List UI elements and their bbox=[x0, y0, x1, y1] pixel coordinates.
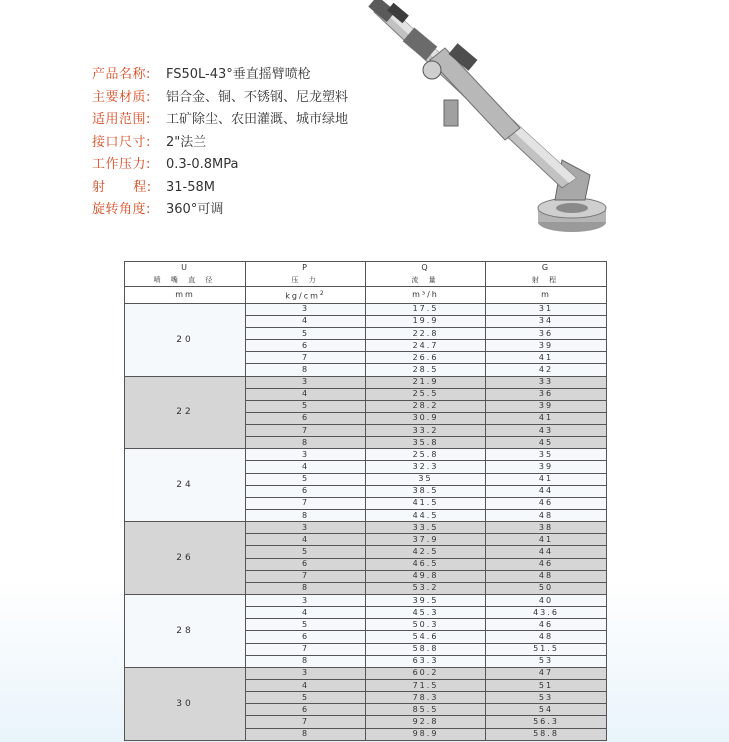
header-unit: mm bbox=[125, 287, 246, 304]
flow-cell: 28.5 bbox=[366, 364, 486, 376]
spec-row-range bbox=[92, 177, 348, 200]
flow-cell: 22.8 bbox=[366, 327, 486, 339]
pressure-cell: 5 bbox=[246, 473, 366, 485]
flow-cell: 39.5 bbox=[366, 595, 486, 607]
spec-label: 产品名称: bbox=[92, 67, 151, 82]
spec-row-material bbox=[92, 87, 348, 110]
flow-cell: 41.5 bbox=[366, 497, 486, 509]
header-name-row bbox=[125, 274, 607, 287]
range-cell: 39 bbox=[486, 400, 607, 412]
pressure-cell: 6 bbox=[246, 558, 366, 570]
pressure-cell: 7 bbox=[246, 425, 366, 437]
flow-cell: 37.9 bbox=[366, 534, 486, 546]
flow-cell: 26.6 bbox=[366, 352, 486, 364]
spec-value: 31-58M bbox=[166, 179, 215, 195]
spec-label: 射 程: bbox=[92, 179, 152, 195]
range-cell: 40 bbox=[486, 595, 607, 607]
pressure-cell: 4 bbox=[246, 388, 366, 400]
spec-value: FS50L-43°垂直摇臂喷枪 bbox=[166, 67, 311, 82]
table-row bbox=[125, 522, 607, 534]
sprinkler-gun-image bbox=[340, 0, 640, 245]
pressure-cell: 8 bbox=[246, 437, 366, 449]
pressure-cell: 3 bbox=[246, 667, 366, 679]
flow-cell: 63.3 bbox=[366, 655, 486, 667]
pressure-cell: 8 bbox=[246, 655, 366, 667]
range-cell: 45 bbox=[486, 437, 607, 449]
pressure-cell: 8 bbox=[246, 582, 366, 594]
pressure-cell: 3 bbox=[246, 303, 366, 315]
pressure-cell: 4 bbox=[246, 607, 366, 619]
range-cell: 47 bbox=[486, 667, 607, 679]
spec-row-application bbox=[92, 109, 348, 132]
flow-cell: 38.5 bbox=[366, 485, 486, 497]
pressure-cell: 8 bbox=[246, 728, 366, 740]
range-cell: 53 bbox=[486, 692, 607, 704]
header-code: P bbox=[246, 262, 366, 275]
spec-label: 工作压力: bbox=[92, 157, 151, 172]
header-unit bbox=[246, 287, 366, 304]
flow-cell: 78.3 bbox=[366, 692, 486, 704]
flow-cell: 33.5 bbox=[366, 522, 486, 534]
pressure-cell: 4 bbox=[246, 534, 366, 546]
flow-cell: 25.8 bbox=[366, 449, 486, 461]
header-code: U bbox=[125, 262, 246, 275]
pressure-cell: 7 bbox=[246, 352, 366, 364]
flow-cell: 33.2 bbox=[366, 425, 486, 437]
range-cell: 44 bbox=[486, 485, 607, 497]
pressure-cell: 7 bbox=[246, 570, 366, 582]
flow-cell: 25.5 bbox=[366, 388, 486, 400]
range-cell: 39 bbox=[486, 461, 607, 473]
range-cell: 34 bbox=[486, 315, 607, 327]
nozzle-diameter-cell: 22 bbox=[125, 376, 246, 449]
pressure-cell: 5 bbox=[246, 692, 366, 704]
table-body bbox=[125, 303, 607, 740]
range-cell: 41 bbox=[486, 352, 607, 364]
flow-cell: 58.8 bbox=[366, 643, 486, 655]
flow-cell: 54.6 bbox=[366, 631, 486, 643]
range-cell: 35 bbox=[486, 449, 607, 461]
range-cell: 56.3 bbox=[486, 716, 607, 728]
nozzle-diameter-cell: 28 bbox=[125, 595, 246, 668]
pressure-cell: 6 bbox=[246, 412, 366, 424]
pressure-cell: 3 bbox=[246, 376, 366, 388]
pressure-cell: 8 bbox=[246, 364, 366, 376]
pressure-cell: 3 bbox=[246, 449, 366, 461]
header-code: G bbox=[486, 262, 607, 275]
flow-cell: 44.5 bbox=[366, 510, 486, 522]
pressure-cell: 8 bbox=[246, 510, 366, 522]
spec-row-interface-size bbox=[92, 132, 348, 155]
range-cell: 33 bbox=[486, 376, 607, 388]
range-cell: 48 bbox=[486, 510, 607, 522]
range-cell: 51 bbox=[486, 680, 607, 692]
flow-cell: 98.9 bbox=[366, 728, 486, 740]
range-cell: 31 bbox=[486, 303, 607, 315]
flow-cell: 46.5 bbox=[366, 558, 486, 570]
nozzle-diameter-cell: 20 bbox=[125, 303, 246, 376]
flow-cell: 42.5 bbox=[366, 546, 486, 558]
table-row bbox=[125, 595, 607, 607]
range-cell: 42 bbox=[486, 364, 607, 376]
range-cell: 39 bbox=[486, 340, 607, 352]
spec-label: 主要材质: bbox=[92, 89, 151, 105]
range-cell: 46 bbox=[486, 497, 607, 509]
pressure-cell: 7 bbox=[246, 497, 366, 509]
header-name: 压 力 bbox=[246, 274, 366, 287]
pressure-cell: 5 bbox=[246, 400, 366, 412]
range-cell: 48 bbox=[486, 570, 607, 582]
nozzle-diameter-cell: 26 bbox=[125, 522, 246, 595]
range-cell: 46 bbox=[486, 558, 607, 570]
pressure-cell: 6 bbox=[246, 704, 366, 716]
spec-value: 铝合金、铜、不锈钢、尼龙塑料 bbox=[166, 89, 349, 105]
spec-label: 适用范围: bbox=[92, 112, 151, 127]
pressure-cell: 4 bbox=[246, 315, 366, 327]
range-cell: 54 bbox=[486, 704, 607, 716]
flow-cell: 85.5 bbox=[366, 704, 486, 716]
range-cell: 41 bbox=[486, 412, 607, 424]
pressure-cell: 5 bbox=[246, 327, 366, 339]
range-cell: 43.6 bbox=[486, 607, 607, 619]
range-cell: 41 bbox=[486, 534, 607, 546]
header-code-row bbox=[125, 262, 607, 275]
header-unit-row bbox=[125, 287, 607, 304]
spec-row-pressure bbox=[92, 154, 348, 177]
pressure-cell: 4 bbox=[246, 461, 366, 473]
range-cell: 43 bbox=[486, 425, 607, 437]
header-name: 流 量 bbox=[366, 274, 486, 287]
range-cell: 58.8 bbox=[486, 728, 607, 740]
range-cell: 36 bbox=[486, 327, 607, 339]
pressure-cell: 5 bbox=[246, 619, 366, 631]
flow-cell: 21.9 bbox=[366, 376, 486, 388]
range-cell: 36 bbox=[486, 388, 607, 400]
range-cell: 50 bbox=[486, 582, 607, 594]
flow-cell: 45.3 bbox=[366, 607, 486, 619]
spec-row-rotation bbox=[92, 199, 348, 222]
table-row bbox=[125, 449, 607, 461]
pressure-cell: 3 bbox=[246, 595, 366, 607]
unit-text: kg/cm bbox=[285, 291, 320, 301]
spec-row-product-name bbox=[92, 64, 348, 87]
range-cell: 51.5 bbox=[486, 643, 607, 655]
flow-cell: 71.5 bbox=[366, 680, 486, 692]
spec-label: 接口尺寸: bbox=[92, 134, 151, 150]
header-name: 喷 嘴 直 径 bbox=[125, 274, 246, 287]
table-row bbox=[125, 303, 607, 315]
flow-cell: 50.3 bbox=[366, 619, 486, 631]
pressure-cell: 6 bbox=[246, 485, 366, 497]
flow-cell: 60.2 bbox=[366, 667, 486, 679]
flow-cell: 28.2 bbox=[366, 400, 486, 412]
flow-cell: 30.9 bbox=[366, 412, 486, 424]
flow-cell: 19.9 bbox=[366, 315, 486, 327]
unit-superscript: 2 bbox=[319, 290, 326, 297]
pressure-cell: 4 bbox=[246, 680, 366, 692]
spec-value: 工矿除尘、农田灌溉、城市绿地 bbox=[166, 112, 349, 127]
flow-cell: 53.2 bbox=[366, 582, 486, 594]
table-row bbox=[125, 667, 607, 679]
flow-cell: 92.8 bbox=[366, 716, 486, 728]
range-cell: 48 bbox=[486, 631, 607, 643]
performance-table-wrapper bbox=[124, 261, 606, 741]
table-row bbox=[125, 376, 607, 388]
range-cell: 46 bbox=[486, 619, 607, 631]
spec-value: 2"法兰 bbox=[166, 134, 207, 150]
flow-cell: 32.3 bbox=[366, 461, 486, 473]
flow-cell: 17.5 bbox=[366, 303, 486, 315]
header-unit: m³/h bbox=[366, 287, 486, 304]
pressure-cell: 7 bbox=[246, 716, 366, 728]
pressure-cell: 6 bbox=[246, 631, 366, 643]
range-cell: 44 bbox=[486, 546, 607, 558]
spec-value: 0.3-0.8MPa bbox=[166, 157, 239, 172]
spec-value: 360°可调 bbox=[166, 202, 224, 217]
flow-cell: 49.8 bbox=[366, 570, 486, 582]
nozzle-diameter-cell: 30 bbox=[125, 667, 246, 740]
flow-cell: 24.7 bbox=[366, 340, 486, 352]
spec-list bbox=[92, 64, 348, 222]
header-code: Q bbox=[366, 262, 486, 275]
flow-cell: 35 bbox=[366, 473, 486, 485]
spec-label: 旋转角度: bbox=[92, 202, 151, 217]
range-cell: 38 bbox=[486, 522, 607, 534]
nozzle-diameter-cell: 24 bbox=[125, 449, 246, 522]
pressure-cell: 3 bbox=[246, 522, 366, 534]
performance-table bbox=[124, 261, 607, 741]
pressure-cell: 7 bbox=[246, 643, 366, 655]
range-cell: 53 bbox=[486, 655, 607, 667]
flow-cell: 35.8 bbox=[366, 437, 486, 449]
range-cell: 41 bbox=[486, 473, 607, 485]
header-unit: m bbox=[486, 287, 607, 304]
pressure-cell: 6 bbox=[246, 340, 366, 352]
header-name: 射 程 bbox=[486, 274, 607, 287]
pressure-cell: 5 bbox=[246, 546, 366, 558]
